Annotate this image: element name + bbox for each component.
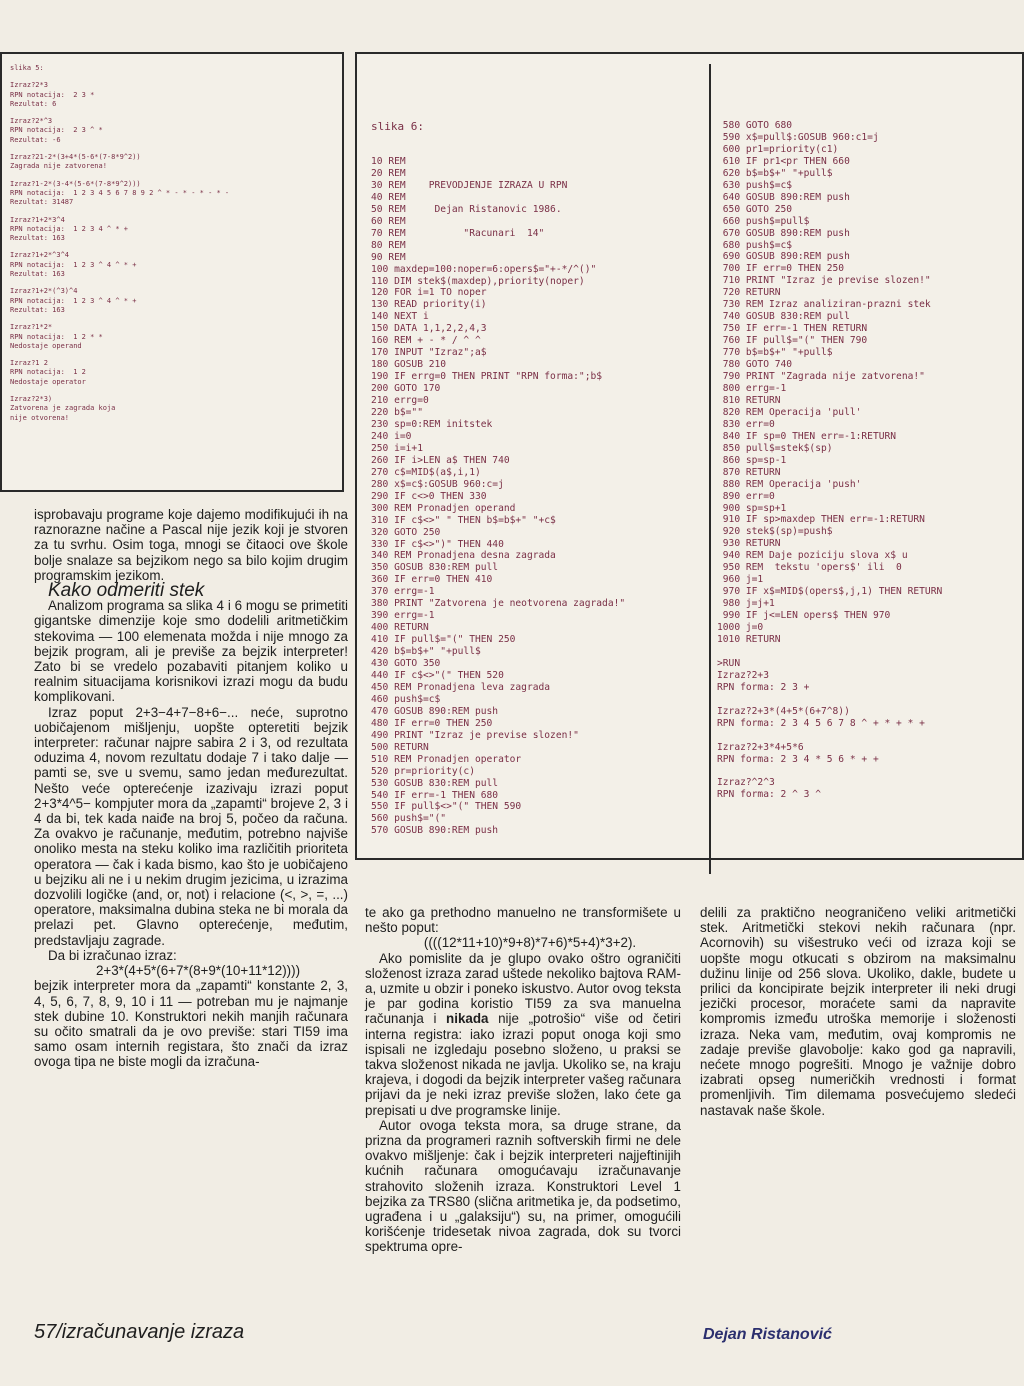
- code-line: 260 IF i>LEN a$ THEN 740: [371, 454, 510, 466]
- code-line: 590 x$=pull$:GOSUB 960:c1=j: [717, 131, 879, 143]
- code-line: 850 pull$=stek$(sp): [717, 442, 833, 454]
- paragraph: te ako ga prethodno manuelno ne transformišete u nešto poput:: [365, 905, 681, 936]
- output-block: [10, 395, 334, 423]
- code-line: 240 i=0: [371, 430, 412, 442]
- code-line: 110 DIM stek$(maxdep),priority(noper): [371, 275, 585, 287]
- output-line: Rezultat: 6: [10, 99, 57, 108]
- code-line: 360 IF err=0 THEN 410: [371, 574, 493, 586]
- code-line: 660 push$=pull$: [717, 215, 810, 227]
- code-line: RPN forma: 2 3 4 * 5 6 * + +: [717, 753, 879, 765]
- code-line: 650 GOTO 250: [717, 203, 793, 215]
- code-line: 370 errg=-1: [371, 586, 435, 598]
- code-line: 760 IF pull$="(" THEN 790: [717, 335, 868, 347]
- output-line: RPN notacija: 1 2 * *: [10, 332, 103, 341]
- code-line: 810 RETURN: [717, 394, 781, 406]
- code-line: 30 REM PREVODJENJE IZRAZA U RPN: [371, 179, 568, 191]
- emphasis: nikada: [446, 1011, 489, 1027]
- code-line: [717, 765, 942, 777]
- code-line: 570 GOSUB 890:REM push: [371, 825, 499, 837]
- output-line: Rezultat: -6: [10, 135, 61, 144]
- code-line: 930 RETURN: [717, 538, 781, 550]
- code-line: 680 push$=c$: [717, 239, 793, 251]
- text-run: Ako pomislite da je glupo ovako oštro ograničiti složenost izraza zarad uštede nekoliko bajtova RAM-a, uzmite u obzir i poneko iskustvo. Autor ovog teksta je par godina koristio TI59 za sva manuelna računanja i: [365, 950, 681, 1027]
- code-line: 270 c$=MID$(a$,i,1): [371, 466, 481, 478]
- output-line: Rezultat: 31487: [10, 198, 74, 207]
- output-line: Izraz?1-2*(3-4*(5-6*(7-8*9^2))): [10, 179, 141, 188]
- code-line: 690 GOSUB 890:REM push: [717, 251, 850, 263]
- code-line: 140 NEXT i: [371, 311, 429, 323]
- code-line: 970 IF x$=MID$(opers$,j,1) THEN RETURN: [717, 586, 943, 598]
- code-line: 80 REM: [371, 239, 406, 251]
- code-line: Izraz?2+3: [717, 669, 769, 681]
- code-line: [717, 694, 942, 706]
- paragraph: Analizom programa sa slika 4 i 6 mogu se primetiti gigantske dimenzije koje smo dodelili aritmetičkim stekovima — 100 elemenata možda i nije mnogo za bejzik program, ali je previše za bejzik interpreter! Zato bi se vredelo pozabaviti pitanjem koliko u realnim situacijama korisnikovi izrazi mogu da budu komplikovani.: [34, 598, 348, 705]
- figure-5-caption: slika 5:: [10, 64, 44, 72]
- code-line: RPN forma: 2 ^ 3 ^: [717, 789, 821, 801]
- code-line: Izraz?2+3*(4+5*(6+7^8)): [717, 705, 850, 717]
- code-line: 1010 RETURN: [717, 633, 781, 645]
- code-line: 330 IF c$<>")" THEN 440: [371, 538, 504, 550]
- code-line: 830 err=0: [717, 418, 775, 430]
- code-line: 520 pr=priority(c): [371, 765, 475, 777]
- code-line: 470 GOSUB 890:REM push: [371, 705, 499, 717]
- code-line: 530 GOSUB 830:REM pull: [371, 777, 499, 789]
- code-line: 320 GOTO 250: [371, 526, 441, 538]
- paragraph: Da bi izračunao izraz:: [48, 947, 177, 963]
- output-block: [10, 180, 334, 208]
- code-line: 780 GOTO 740: [717, 359, 793, 371]
- article-column-2: [365, 905, 681, 1255]
- code-line: 910 IF sp>maxdep THEN err=-1:RETURN: [717, 514, 925, 526]
- code-line: 720 RETURN: [717, 287, 781, 299]
- output-block: [10, 251, 334, 279]
- output-line: Izraz?1 2: [10, 359, 48, 368]
- code-line: 890 err=0: [717, 490, 775, 502]
- output-block: [10, 81, 334, 109]
- code-line: 580 GOTO 680: [717, 120, 793, 131]
- listing-divider: [709, 64, 711, 874]
- code-line: 980 j=j+1: [717, 598, 775, 610]
- code-line: 210 errg=0: [371, 395, 429, 407]
- code-line: 390 errg=-1: [371, 610, 435, 622]
- code-listing-left: [371, 156, 625, 837]
- code-line: 600 pr1=priority(c1): [717, 143, 839, 155]
- code-line: 200 GOTO 170: [371, 383, 441, 395]
- code-line: Izraz?^2^3: [717, 777, 775, 789]
- code-listing-right: [717, 120, 942, 801]
- output-line: Rezultat: 163: [10, 305, 65, 314]
- code-line: 450 REM Pronadjena leva zagrada: [371, 681, 551, 693]
- output-line: Rezultat: 163: [10, 270, 65, 279]
- code-line: 700 IF err=0 THEN 250: [717, 263, 845, 275]
- paragraph: isprobavaju programe koje dajemo modifikujući ih na raznorazne načine a Pascal nije jezik koji je stvoren za tu svrhu. Osim toga, mnogi se čitaoci ove škole bolje snalaze sa bejzikom nego sa bilo kojim drugim programskim jezikom.: [34, 507, 348, 583]
- output-line: RPN notacija: 2 3 ^ *: [10, 126, 103, 135]
- code-line: 900 sp=sp+1: [717, 502, 787, 514]
- code-line: 550 IF pull$<>"(" THEN 590: [371, 801, 522, 813]
- code-line: 20 REM: [371, 167, 406, 179]
- code-line: 670 GOSUB 890:REM push: [717, 227, 850, 239]
- code-line: 420 b$=b$+" "+pull$: [371, 646, 481, 658]
- code-line: 230 sp=0:REM initstek: [371, 418, 493, 430]
- code-line: 340 REM Pronadjena desna zagrada: [371, 550, 556, 562]
- code-line: 880 REM Operacija 'push': [717, 478, 862, 490]
- code-line: 710 PRINT "Izraz je previse slozen!": [717, 275, 931, 287]
- code-line: 800 errg=-1: [717, 382, 787, 394]
- output-line: Rezultat: 163: [10, 234, 65, 243]
- figure-6-listing: [355, 52, 1024, 860]
- code-line: Izraz?2+3*4+5*6: [717, 741, 804, 753]
- code-line: 610 IF pr1<pr THEN 660: [717, 155, 850, 167]
- text-run: nije „potrošio“ više od četiri interna registra: iako izrazi poput onoga koji smo ispisali ne izgledaju posebno složeno, u praksi se takva složenost nikada ne javlja. Ukoliko se, na kraju krajeva, i dogodi da bejzik interpreter vašeg računara prijavi da je neki izraz previše složen, lako ćete ga prepisati u dve programske linije.: [365, 1011, 681, 1118]
- output-line: Izraz?1+2*^3^4: [10, 251, 70, 260]
- code-line: 740 GOSUB 830:REM pull: [717, 311, 850, 323]
- code-line: 770 b$=b$+" "+pull$: [717, 347, 833, 359]
- paragraph: delili za praktično neograničeno veliki aritmetički stek. Aritmetički stekovi nekih računara (npr. Acornovih) su višestruko veći od izraza koji se uopšte mogu otkucati s obzirom na maksimalnu dužinu linije od 256 slova. Ukoliko, dakle, budete u prilici da koncipirate bejzik interpreter ili neki drugi jezički procesor, moraćete sami da napravite kompromis između utroška memorije i složenosti izraza. Neka vam, međutim, ovaj kompromis ne zadaje previše glavobolje: kako god ga napravili, nećete mnogo pogrešiti. Mnogo je važnije dobro izabrati opseg numeričkih vrednosti i format promenljivih. Tim dilemama posvećujemo sledeći nastavak naše škole.: [700, 905, 1016, 1118]
- output-line: Izraz?1*2*: [10, 323, 53, 332]
- output-line: Zagrada nije zatvorena!: [10, 162, 107, 171]
- section-heading: Kako odmeriti stek: [48, 580, 205, 602]
- code-line: 10 REM: [371, 156, 406, 167]
- output-line: RPN notacija: 1 2: [10, 368, 86, 377]
- code-line: RPN forma: 2 3 +: [717, 681, 810, 693]
- figure-6-caption: slika 6:: [371, 120, 424, 133]
- output-line: Izraz?21-2*(3+4*(5-6*(7-8*9^2)): [10, 153, 141, 162]
- code-line: 460 push$=c$: [371, 693, 441, 705]
- output-line: RPN notacija: 1 2 3 4 5 6 7 8 9 2 ^ * - * - * - * -: [10, 188, 230, 197]
- code-line: 40 REM: [371, 191, 406, 203]
- output-line: Izraz?1+2*3^4: [10, 215, 65, 224]
- code-line: 350 GOSUB 830:REM pull: [371, 562, 499, 574]
- output-line: Izraz?2*3): [10, 395, 53, 404]
- code-line: 440 IF c$<>"(" THEN 520: [371, 669, 504, 681]
- code-line: 400 RETURN: [371, 622, 429, 634]
- code-line: 920 stek$(sp)=push$: [717, 526, 833, 538]
- code-line: 250 i=i+1: [371, 442, 423, 454]
- code-line: 750 IF err=-1 THEN RETURN: [717, 323, 868, 335]
- output-line: Nedostaje operand: [10, 341, 82, 350]
- code-line: 560 push$="(": [371, 813, 447, 825]
- output-block: [10, 287, 334, 315]
- output-line: RPN notacija: 1 2 3 ^ 4 ^ * +: [10, 296, 137, 305]
- output-line: nije otvorena!: [10, 413, 70, 422]
- output-line: Zatvorena je zagrada koja: [10, 404, 116, 413]
- code-line: 990 IF j<=LEN opers$ THEN 970: [717, 610, 891, 622]
- code-line: 1000 j=0: [717, 622, 764, 634]
- output-line: RPN notacija: 1 2 3 ^ 4 ^ * +: [10, 260, 137, 269]
- paragraph: [365, 951, 681, 1118]
- code-line: [717, 730, 942, 742]
- page-number-label: 57/izračunavanje izraza: [34, 1321, 245, 1343]
- code-line: 160 REM + - * / ^ ^: [371, 335, 481, 347]
- code-line: 90 REM: [371, 251, 406, 263]
- output-block: [10, 323, 334, 351]
- paragraph: Izraz poput 2+3−4+7−8+6−... neće, suprotno uobičajenom mišljenju, uopšte opteretiti bejzik interpreter: računar najpre sabira 2 i 3, od rezultata oduzima 4, novom rezultatu dodaje 7 i tako dalje — pamti se, sve u svemu, samo jedan međurezultat. Nešto veće opterećenje izazivaju izrazi poput 2+3*4^5− kompjuter mora da „zapamti“ brojeve 2, 3 i 4 da bi, tek kada naiđe na broj 5, počeo da računa. Za ovakvo je računanje, međutim, potrebno najviše onoliko mesta na steku koliko ima različitih prioriteta operatora — čak i kada bismo, kao što je uobičajeno u bejziku ali ne i u nekim drugim jezicima, u izrazima dozvolili logičke (and, or, not) i relacione (<, >, =, ...) operatore, maksimalna dubina steka ne bi morala da prelazi pet. Glavno opterećenje, međutim, predstavljaju zagrade.: [34, 704, 348, 948]
- code-line: 510 REM Pronadjen operator: [371, 753, 522, 765]
- code-line: 870 RETURN: [717, 466, 781, 478]
- paragraph: Autor ovoga teksta mora, sa druge strane, da prizna da programeri raznih softverskih firmi ne dele ovakvo mišljenje: čak i bejzik interpreteri najjeftinijih kućnih računara omogućavaju izračunavanje strahovito složenih izraza. Konstruktori Level 1 bejzika za TRS80 (slična aritmetika je, da podsetimo, ugrađena i u „galaksiju“) su, na primer, omogućili korišćenje tridesetak nivoa zagrada, dok su tvorci spektruma opre-: [365, 1117, 681, 1255]
- code-line: 950 REM tekstu 'opers$' ili 0: [717, 562, 902, 574]
- code-line: 860 sp=sp-1: [717, 454, 787, 466]
- code-line: 100 maxdep=100:noper=6:opers$="+-*/^()": [371, 263, 597, 275]
- code-line: 620 b$=b$+" "+pull$: [717, 167, 833, 179]
- code-line: 50 REM Dejan Ristanovic 1986.: [371, 203, 562, 215]
- code-line: 500 RETURN: [371, 741, 429, 753]
- figure-5-printout: [0, 52, 344, 492]
- code-line: 640 GOSUB 890:REM push: [717, 191, 850, 203]
- code-line: [717, 646, 942, 658]
- output-block: [10, 117, 334, 145]
- output-line: RPN notacija: 1 2 3 4 ^ * +: [10, 224, 129, 233]
- output-line: Nedostaje operator: [10, 377, 86, 386]
- output-line: RPN notacija: 2 3 *: [10, 90, 95, 99]
- code-line: 380 PRINT "Zatvorena je neotvorena zagrada!": [371, 598, 626, 610]
- code-line: 190 IF errg=0 THEN PRINT "RPN forma:";b$: [371, 371, 603, 383]
- code-line: 820 REM Operacija 'pull': [717, 406, 862, 418]
- output-block: [10, 153, 334, 172]
- code-line: 280 x$=c$:GOSUB 960:c=j: [371, 478, 504, 490]
- article-column-3: [700, 905, 1016, 1118]
- output-line: Izraz?2*3: [10, 81, 48, 90]
- output-line: Izraz?1+2*(^3)^4: [10, 287, 78, 296]
- code-line: >RUN: [717, 657, 741, 669]
- code-line: 150 DATA 1,1,2,2,4,3: [371, 323, 487, 335]
- output-block: [10, 216, 334, 244]
- code-line: 540 IF err=-1 THEN 680: [371, 789, 499, 801]
- code-line: 310 IF c$<>" " THEN b$=b$+" "+c$: [371, 514, 556, 526]
- output-line: Izraz?2*^3: [10, 117, 53, 126]
- code-line: 490 PRINT "Izraz je previse slozen!": [371, 729, 579, 741]
- code-line: 940 REM Daje poziciju slova x$ u: [717, 550, 908, 562]
- code-line: 170 INPUT "Izraz";a$: [371, 347, 487, 359]
- code-line: 410 IF pull$="(" THEN 250: [371, 634, 516, 646]
- code-line: 60 REM: [371, 215, 406, 227]
- code-line: 480 IF err=0 THEN 250: [371, 717, 493, 729]
- code-line: 120 FOR i=1 TO noper: [371, 287, 487, 299]
- formula: ((((12*11+10)*9+8)*7+6)*5+4)*3+2).: [423, 935, 637, 951]
- code-line: 840 IF sp=0 THEN err=-1:RETURN: [717, 430, 897, 442]
- code-line: 730 REM Izraz analiziran-prazni stek: [717, 299, 931, 311]
- code-line: 290 IF c<>0 THEN 330: [371, 490, 487, 502]
- code-line: 70 REM "Racunari 14": [371, 227, 545, 239]
- code-line: 430 GOTO 350: [371, 658, 441, 670]
- formula: 2+3*(4+5*(6+7*(8+9*(10+11*12)))): [95, 963, 301, 979]
- code-line: RPN forma: 2 3 4 5 6 7 8 ^ + * + * +: [717, 717, 925, 729]
- author-signature: Dejan Ristanović: [703, 1326, 832, 1343]
- code-line: 960 j=1: [717, 574, 764, 586]
- article-column-1: [34, 507, 348, 1070]
- code-line: 630 push$=c$: [717, 179, 793, 191]
- code-line: 180 GOSUB 210: [371, 359, 447, 371]
- code-line: 220 b$="": [371, 407, 423, 419]
- paragraph: bejzik interpreter mora da „zapamti“ konstante 2, 3, 4, 5, 6, 7, 8, 9, 10 i 11 — potreban mu je najmanje stek dubine 10. Konstruktori nekih manjih računara su očito smatrali da je ovo previše: stari TI59 ima samo osam internih registara, što znači da izraz ovoga tipa ne biste mogli da izračuna-: [34, 978, 348, 1070]
- code-line: 790 PRINT "Zagrada nije zatvorena!": [717, 371, 925, 383]
- code-line: 300 REM Pronadjen operand: [371, 502, 516, 514]
- figure-5-output: [10, 81, 334, 423]
- code-line: 130 READ priority(i): [371, 299, 487, 311]
- output-block: [10, 359, 334, 387]
